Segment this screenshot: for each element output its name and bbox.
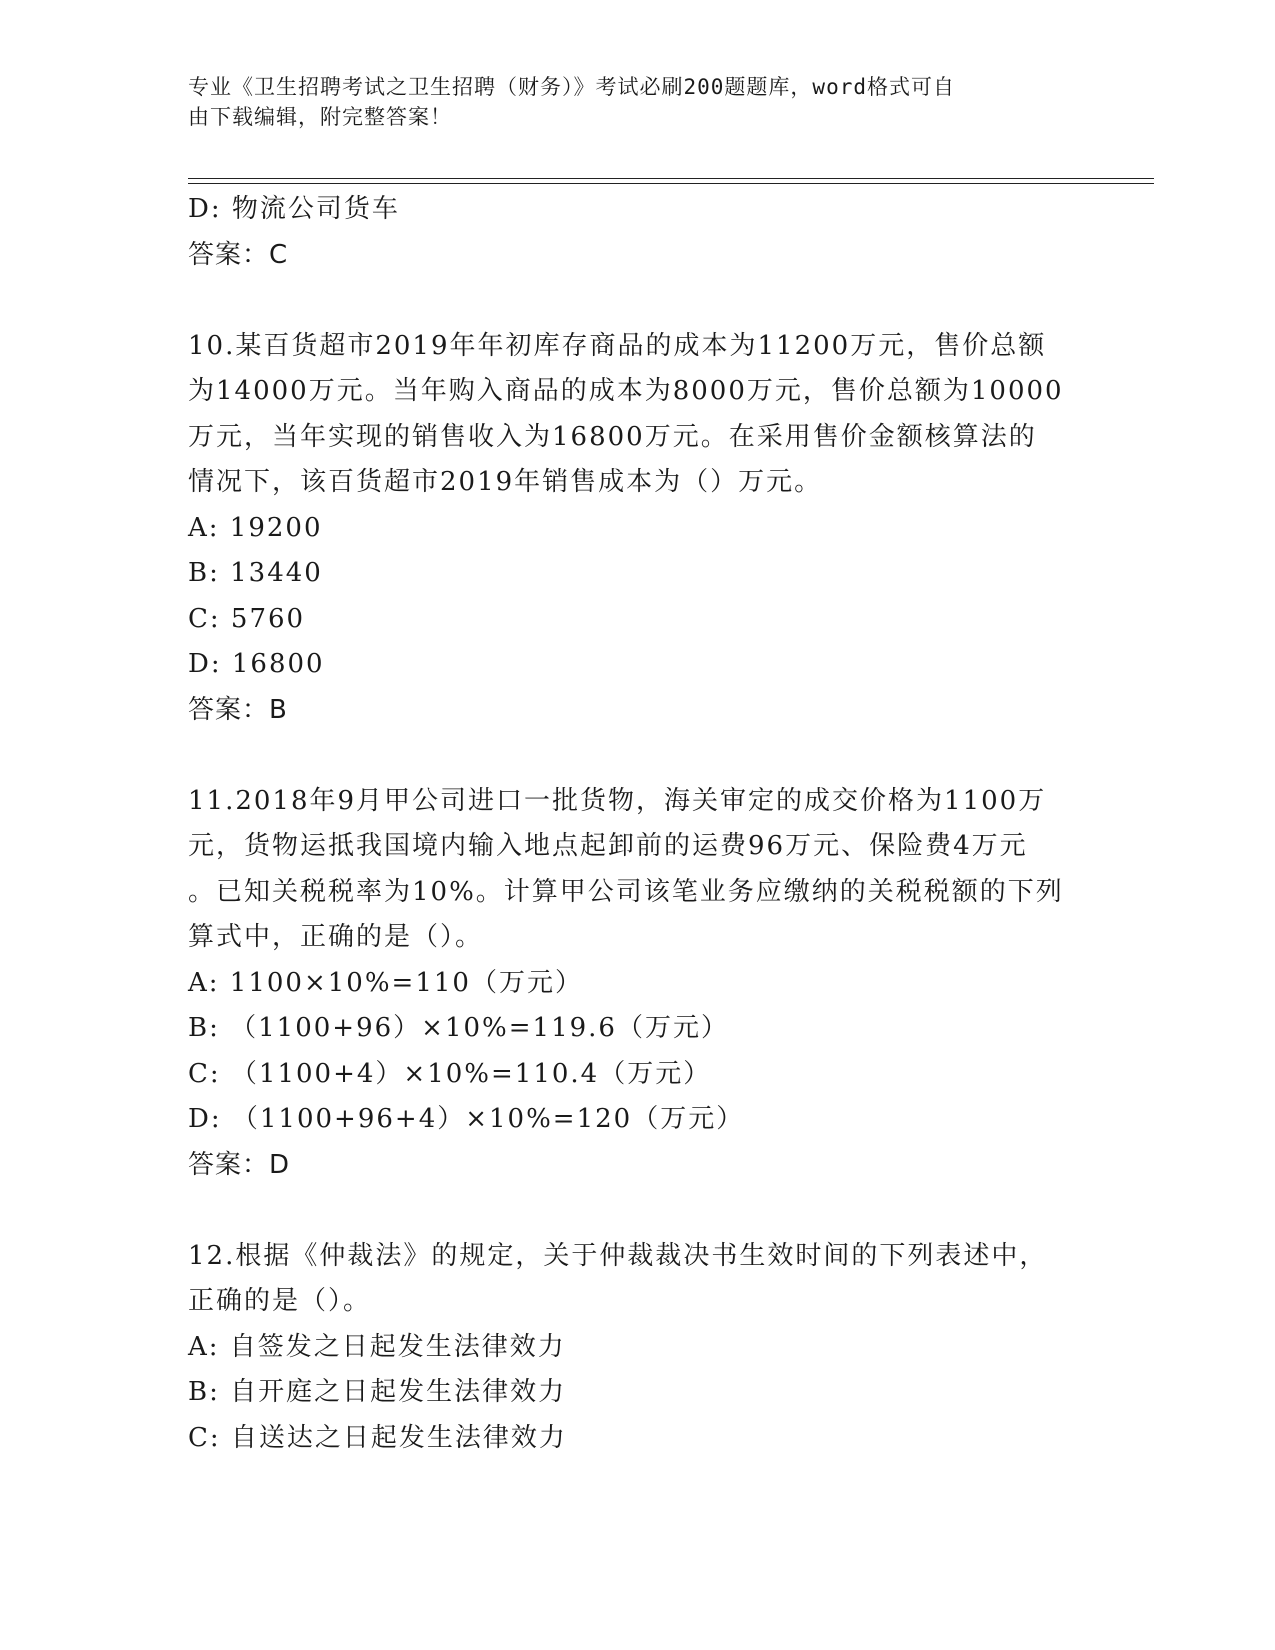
question-stem-line: 情况下，该百货超市2019年销售成本为（）万元。 <box>188 467 823 497</box>
previous-question-tail <box>188 187 1088 278</box>
question-stem-line: 12.根据《仲裁法》的规定，关于仲裁裁决书生效时间的下列表述中， <box>188 1240 1048 1271</box>
option-c: C: （1100+4）×10%=110.4（万元） <box>188 1058 712 1089</box>
option-a: A: 19200 <box>188 512 323 543</box>
option-c: C: 自送达之日起发生法律效力 <box>188 1422 567 1453</box>
question-stem-line: 万元，当年实现的销售收入为16800万元。在采用售价金额核算法的 <box>188 421 1037 452</box>
option-d: D: 物流公司货车 <box>188 194 400 224</box>
question-10 <box>188 324 1088 734</box>
option-c: C: 5760 <box>188 603 306 634</box>
document-header <box>188 72 1088 132</box>
option-b: B: （1100+96）×10%=119.6（万元） <box>188 1013 729 1043</box>
header-line-2: 由下载编辑，附完整答案！ <box>188 105 452 129</box>
option-a: A: 1100×10%=110（万元） <box>188 967 583 998</box>
question-11 <box>188 779 1088 1189</box>
option-d: D: 16800 <box>188 649 325 679</box>
option-d: D: （1100+96+4）×10%=120（万元） <box>188 1104 745 1134</box>
option-a: A: 自签发之日起发生法律效力 <box>188 1331 566 1362</box>
answer-line: 答案：C <box>188 239 289 270</box>
question-stem-line: 。已知关税税率为10%。计算甲公司该笔业务应缴纳的关税税额的下列 <box>188 876 1064 907</box>
question-stem-line: 正确的是（）。 <box>188 1286 372 1316</box>
header-rule-top <box>188 178 1154 179</box>
question-12 <box>188 1234 1088 1462</box>
option-b: B: 自开庭之日起发生法律效力 <box>188 1377 567 1407</box>
question-stem-line: 11.2018年9月甲公司进口一批货物，海关审定的成交价格为1100万 <box>188 785 1047 816</box>
spacer <box>188 278 1088 324</box>
spacer <box>188 1188 1088 1234</box>
question-stem-line: 10.某百货超市2019年年初库存商品的成本为11200万元，售价总额 <box>188 330 1047 361</box>
header-rule-bottom <box>188 183 1154 184</box>
header-line-1: 专业《卫生招聘考试之卫生招聘（财务）》考试必刷200题题库，word格式可自 <box>188 75 955 99</box>
option-b: B: 13440 <box>188 558 323 588</box>
spacer <box>188 733 1088 779</box>
answer-line: 答案：B <box>188 694 288 725</box>
question-stem-line: 元，货物运抵我国境内输入地点起卸前的运费96万元、保险费4万元 <box>188 831 1028 861</box>
question-stem-line: 算式中，正确的是（）。 <box>188 922 484 952</box>
document-body <box>188 187 1088 1461</box>
answer-line: 答案：D <box>188 1149 291 1180</box>
question-stem-line: 为14000万元。当年购入商品的成本为8000万元，售价总额为10000 <box>188 376 1064 406</box>
